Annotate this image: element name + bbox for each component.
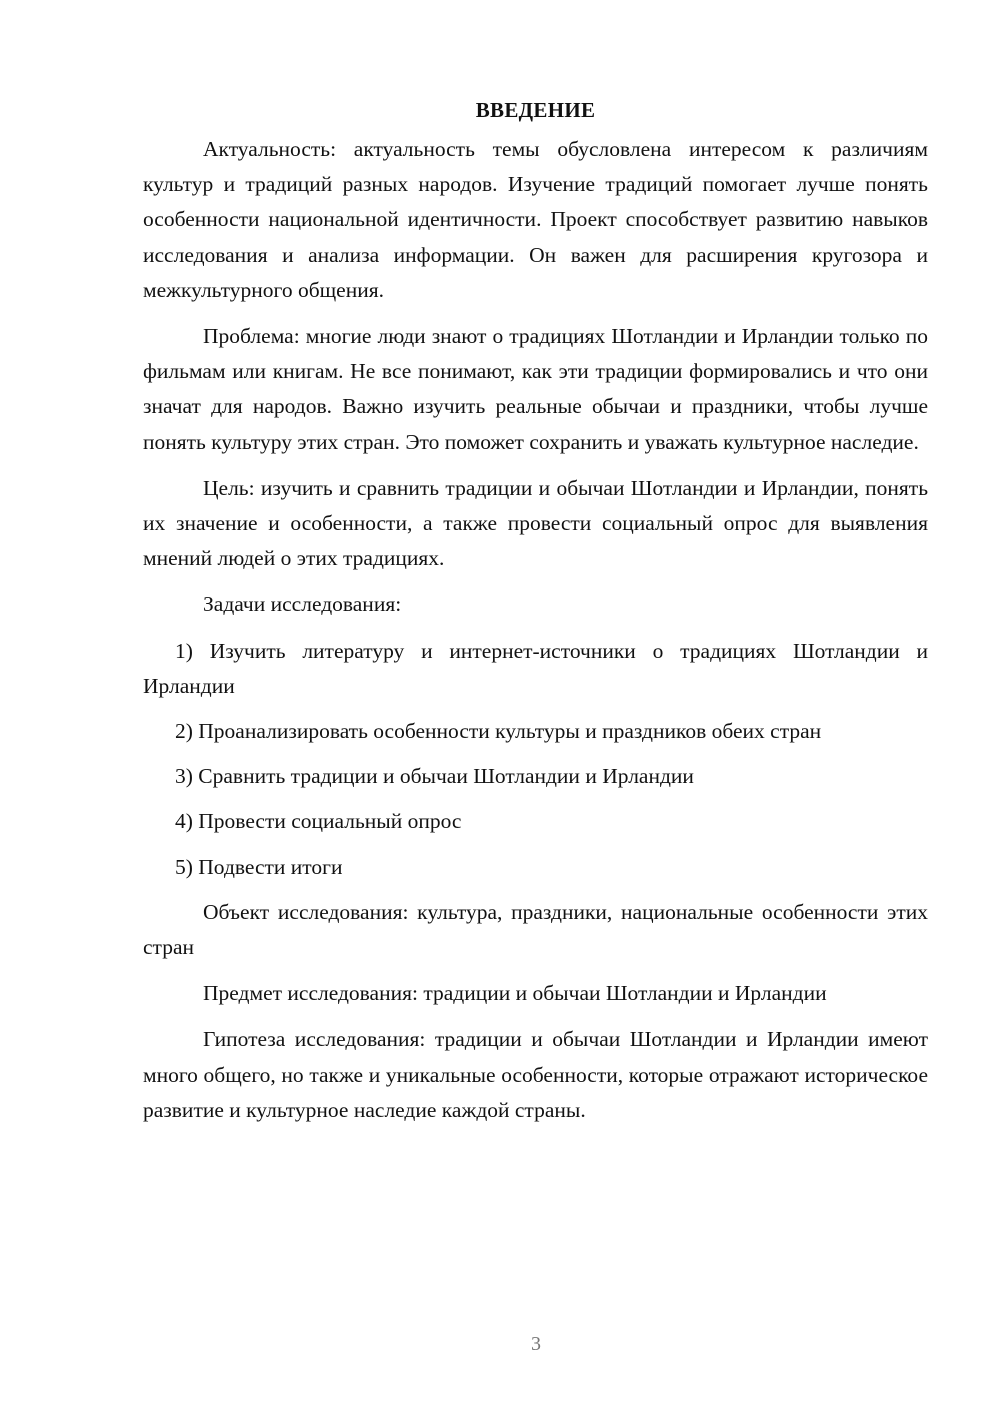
document-page [143,93,928,1139]
paragraph-hypothesis: Гипотеза исследования: традиции и обычаи Шотландии и Ирландии имеют много общего, но также и уникальные особенности, которые отражают историческое развитие и культурное наследие каждой страны. [143,1027,928,1122]
paragraph-problem: Проблема: многие люди знают о традициях Шотландии и Ирландии только по фильмам или книгам. Не все понимают, как эти традиции формировались и что они значат для народов. Важно изучить реальные обычаи и праздники, чтобы лучше понять культуру этих стран. Это поможет сохранить и уважать культурное наследие. [143,324,928,454]
paragraph-tasks-heading: Задачи исследования: [203,592,402,617]
page-title: ВВЕДЕНИЕ [475,98,596,122]
paragraph-object: Объект исследования: культура, праздники, национальные особенности этих стран [143,899,928,960]
paragraph-relevance: Актуальность: актуальность темы обусловлена интересом к различиям культур и традиций разных народов. Изучение традиций помогает лучше понять особенности национальной идентичности. Проект способствует развитию навыков исследования и анализа информации. Он важен для расширения кругозора и межкультурного общения. [143,137,928,302]
page-number: 3 [531,1333,541,1355]
task-item: 4) Провести социальный опрос [175,809,462,834]
task-item: 2) Проанализировать особенности культуры и праздников обеих стран [175,719,822,744]
paragraph-goal: Цель: изучить и сравнить традиции и обычаи Шотландии и Ирландии, понять их значение и особенности, а также провести социальный опрос для выявления мнений людей о этих традициях. [143,475,928,571]
task-item: 5) Подвести итоги [175,854,343,879]
task-item: 3) Сравнить традиции и обычаи Шотландии и Ирландии [175,764,694,789]
paragraph-subject: Предмет исследования: традиции и обычаи Шотландии и Ирландии [203,981,827,1006]
task-item: 1) Изучить литературу и интернет-источники о традициях Шотландии и Ирландии [143,638,928,698]
